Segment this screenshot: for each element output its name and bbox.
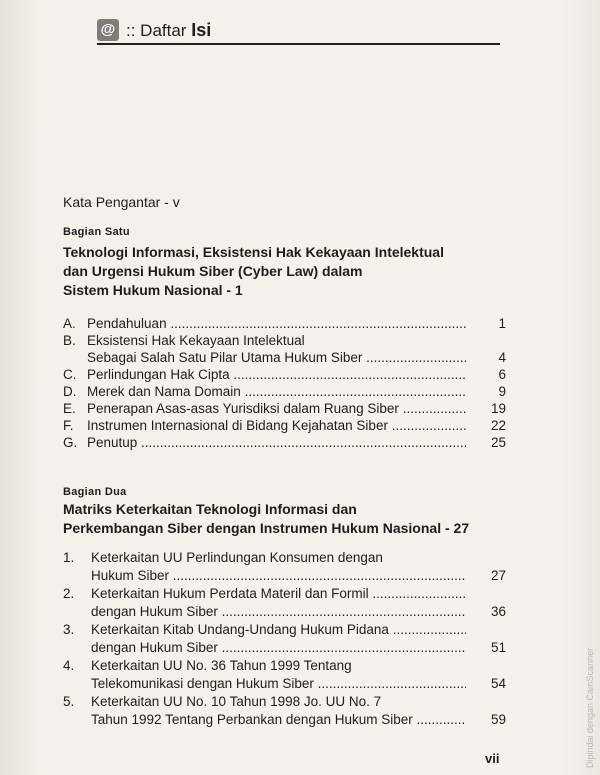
- toc-page: 19: [490, 401, 506, 416]
- toc-title: Hukum Siber .....: [91, 567, 466, 585]
- toc-page: 25: [490, 435, 506, 450]
- toc-row[interactable]: [63, 434, 506, 452]
- at-icon: @: [97, 19, 119, 41]
- toc-title: Instrumen Internasional di Bidang Kejahatan Siber .....: [87, 417, 466, 435]
- toc-title: Penerapan Asas-asas Yurisdiksi dalam Ruang Siber .....: [87, 400, 466, 418]
- toc-title: Telekomunikasi dengan Hukum Siber .....: [91, 675, 466, 693]
- toc-row[interactable]: [63, 366, 506, 384]
- toc-row[interactable]: [63, 417, 506, 435]
- toc-row[interactable]: [63, 549, 506, 567]
- page-header: [97, 18, 500, 45]
- toc-title: Tahun 1992 Tentang Perbankan dengan Hukum Siber .....: [91, 711, 466, 729]
- toc-row-cont[interactable]: [63, 711, 506, 729]
- part1-label: Bagian Satu: [63, 226, 130, 238]
- header-title: [126, 20, 211, 41]
- part2-label: Bagian Dua: [63, 486, 127, 498]
- toc-mark: D.: [63, 384, 77, 399]
- part1-title: [63, 243, 483, 300]
- toc-title: Keterkaitan UU Perlindungan Konsumen dengan: [91, 550, 383, 565]
- toc-row-cont[interactable]: [63, 675, 506, 693]
- toc-row[interactable]: [63, 400, 506, 418]
- toc-title: Keterkaitan UU No. 36 Tahun 1999 Tentang: [91, 658, 352, 673]
- toc-mark: E.: [63, 401, 76, 416]
- toc-mark: B.: [63, 333, 76, 348]
- toc-row[interactable]: [63, 383, 506, 401]
- toc-row[interactable]: [63, 315, 506, 333]
- toc-title: dengan Hukum Siber .....: [91, 603, 466, 621]
- toc-row-cont[interactable]: [63, 349, 506, 367]
- toc-mark: G.: [63, 435, 78, 450]
- toc-title: Keterkaitan UU No. 10 Tahun 1998 Jo. UU No. 7: [91, 694, 382, 709]
- part2-title: [63, 500, 483, 538]
- toc-title: Keterkaitan Hukum Perdata Materil dan Formil .....: [91, 585, 466, 603]
- toc-mark: C.: [63, 367, 77, 382]
- part1-title-line: dan Urgensi Hukum Siber (Cyber Law) dalam: [63, 263, 363, 279]
- part2-title-line: Matriks Keterkaitan Teknologi Informasi dan: [63, 501, 357, 517]
- toc-mark: F.: [63, 418, 74, 433]
- scanner-watermark: [581, 600, 595, 770]
- toc-title: Eksistensi Hak Kekayaan Intelektual: [87, 333, 305, 348]
- toc-page: 9: [498, 384, 506, 399]
- toc-page: 1: [498, 316, 506, 331]
- toc-mark: A.: [63, 316, 76, 331]
- toc-row[interactable]: [63, 621, 506, 639]
- toc-mark: 3.: [63, 622, 75, 637]
- toc-page: 54: [490, 676, 506, 691]
- header-prefix: :: Daftar: [126, 21, 187, 40]
- toc-title: Penutup .....: [87, 434, 466, 452]
- toc-row[interactable]: [63, 585, 506, 603]
- toc-page: 6: [498, 367, 506, 382]
- part1-title-line: Teknologi Informasi, Eksistensi Hak Kekayaan Intelektual: [63, 244, 444, 260]
- toc-mark: 1.: [63, 550, 75, 565]
- toc-page: 36: [490, 604, 506, 619]
- toc-row-cont[interactable]: [63, 567, 506, 585]
- toc-row[interactable]: [63, 657, 506, 675]
- toc-mark: 5.: [63, 694, 75, 709]
- preface-entry: Kata Pengantar - v: [63, 194, 180, 210]
- toc-mark: 2.: [63, 586, 75, 601]
- part1-title-line: Sistem Hukum Nasional - 1: [63, 282, 243, 298]
- toc-page: 22: [490, 418, 506, 433]
- toc-title: Perlindungan Hak Cipta .....: [87, 366, 466, 384]
- toc-title: Sebagai Salah Satu Pilar Utama Hukum Siber .....: [87, 349, 466, 367]
- toc-title: Keterkaitan Kitab Undang-Undang Hukum Pidana .....: [91, 621, 466, 639]
- toc-row[interactable]: [63, 332, 506, 350]
- toc-row-cont[interactable]: [63, 603, 506, 621]
- scanner-watermark-text: Dipindai dengan CamScanner: [585, 647, 595, 768]
- toc-row[interactable]: [63, 693, 506, 711]
- header-emphasis: Isi: [191, 20, 212, 40]
- toc-page: 59: [490, 712, 506, 727]
- header-rule: [97, 43, 500, 45]
- toc-page: 4: [498, 350, 506, 365]
- toc-mark: 4.: [63, 658, 75, 673]
- toc-row-cont[interactable]: [63, 639, 506, 657]
- toc-title: dengan Hukum Siber .....: [91, 639, 466, 657]
- toc-title: Pendahuluan .....: [87, 315, 466, 333]
- toc-page: 27: [490, 568, 506, 583]
- toc-page: 51: [490, 640, 506, 655]
- toc-title: Merek dan Nama Domain .....: [87, 383, 466, 401]
- part2-title-line: Perkembangan Siber dengan Instrumen Hukum Nasional - 27: [63, 520, 470, 536]
- page-number: vii: [485, 751, 500, 766]
